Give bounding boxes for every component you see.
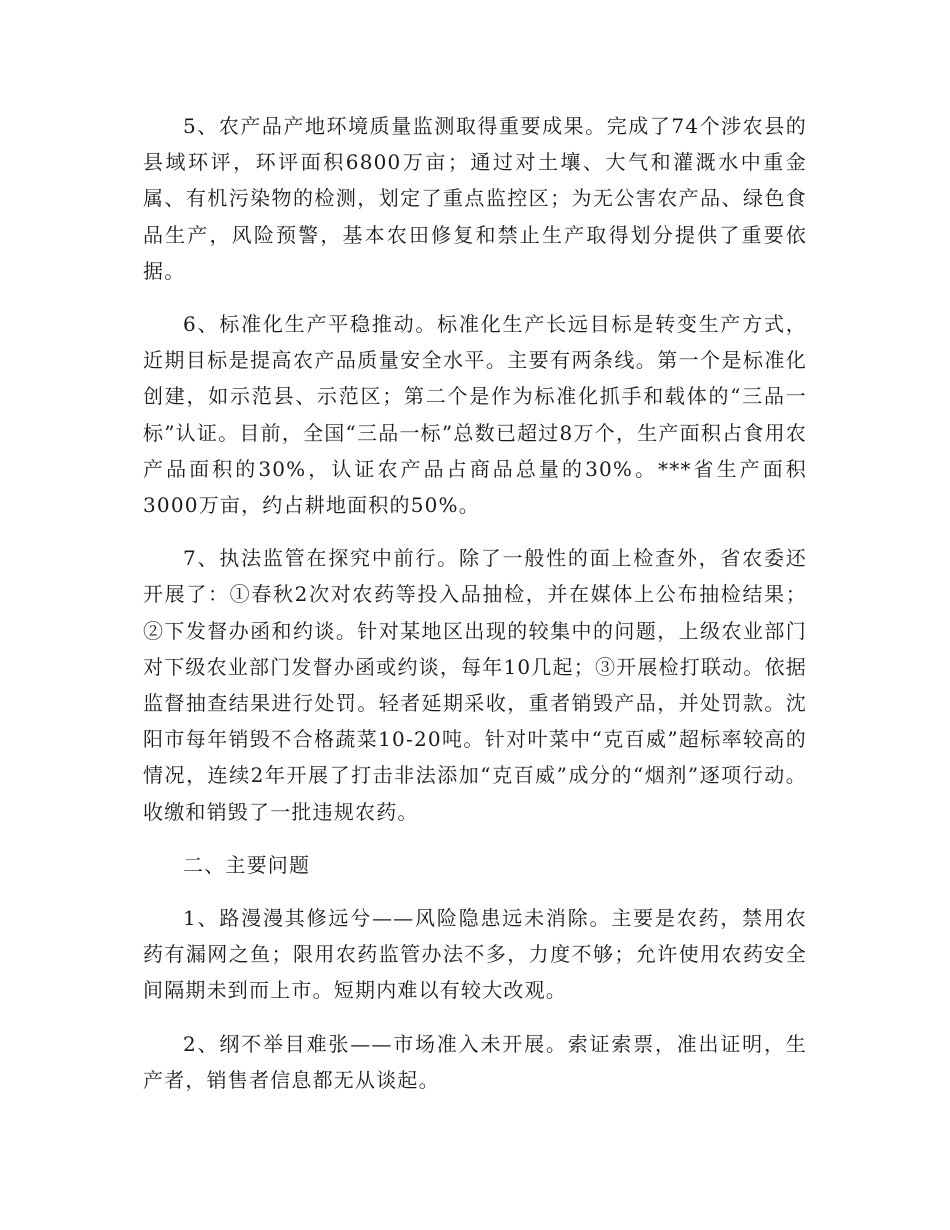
paragraph-item-7: 7、执法监管在探究中前行。除了一般性的面上检查外，省农委还开展了：①春秋2次对农药等投入品抽检，并在媒体上公布抽检结果；②下发督办函和约谈。针对某地区出现的较集中的问题，上级农业部门对下级农业部门发督办函或约谈，每年10几起；③开展检打联动。依据监督抽查结果进行处罚。轻者延期采收，重者销毁产品，并处罚款。沈阳市每年销毁不合格蔬菜10-20吨。针对叶菜中“克百威”超标率较高的情况，连续2年开展了打击非法添加“克百威”成分的“烟剂”逐项行动。收缴和销毁了一批违规农药。	[143, 546, 807, 824]
document-page	[143, 108, 807, 1115]
section-heading-main-problems: 二、主要问题	[183, 852, 311, 877]
paragraph-item-6: 6、标准化生产平稳推动。标准化生产长远目标是转变生产方式，近期目标是提高农产品质量安全水平。主要有两条线。第一个是标准化创建，如示范县、示范区；第二个是作为标准化抓手和载体的“三品一标”认证。目前，全国“三品一标”总数已超过8万个，生产面积占食用农产品面积的30%，认证农产品占商品总量的30%。***省生产面积3000万亩，约占耕地面积的50%。	[143, 312, 807, 518]
paragraph-item-5: 5、农产品产地环境质量监测取得重要成果。完成了74个涉农县的县域环评，环评面积6800万亩；通过对土壤、大气和灌溉水中重金属、有机污染物的检测，划定了重点监控区；为无公害农产品、绿色食品生产，风险预警，基本农田修复和禁止生产取得划分提供了重要依据。	[143, 114, 807, 283]
paragraph-problem-2: 2、纲不举目难张——市场准入未开展。索证索票，准出证明，生产者，销售者信息都无从谈起。	[143, 1031, 807, 1092]
paragraph-problem-1: 1、路漫漫其修远兮——风险隐患远未消除。主要是农药，禁用农药有漏网之鱼；限用农药监管办法不多，力度不够；允许使用农药安全间隔期未到而上市。短期内难以有较大改观。	[143, 906, 807, 1003]
